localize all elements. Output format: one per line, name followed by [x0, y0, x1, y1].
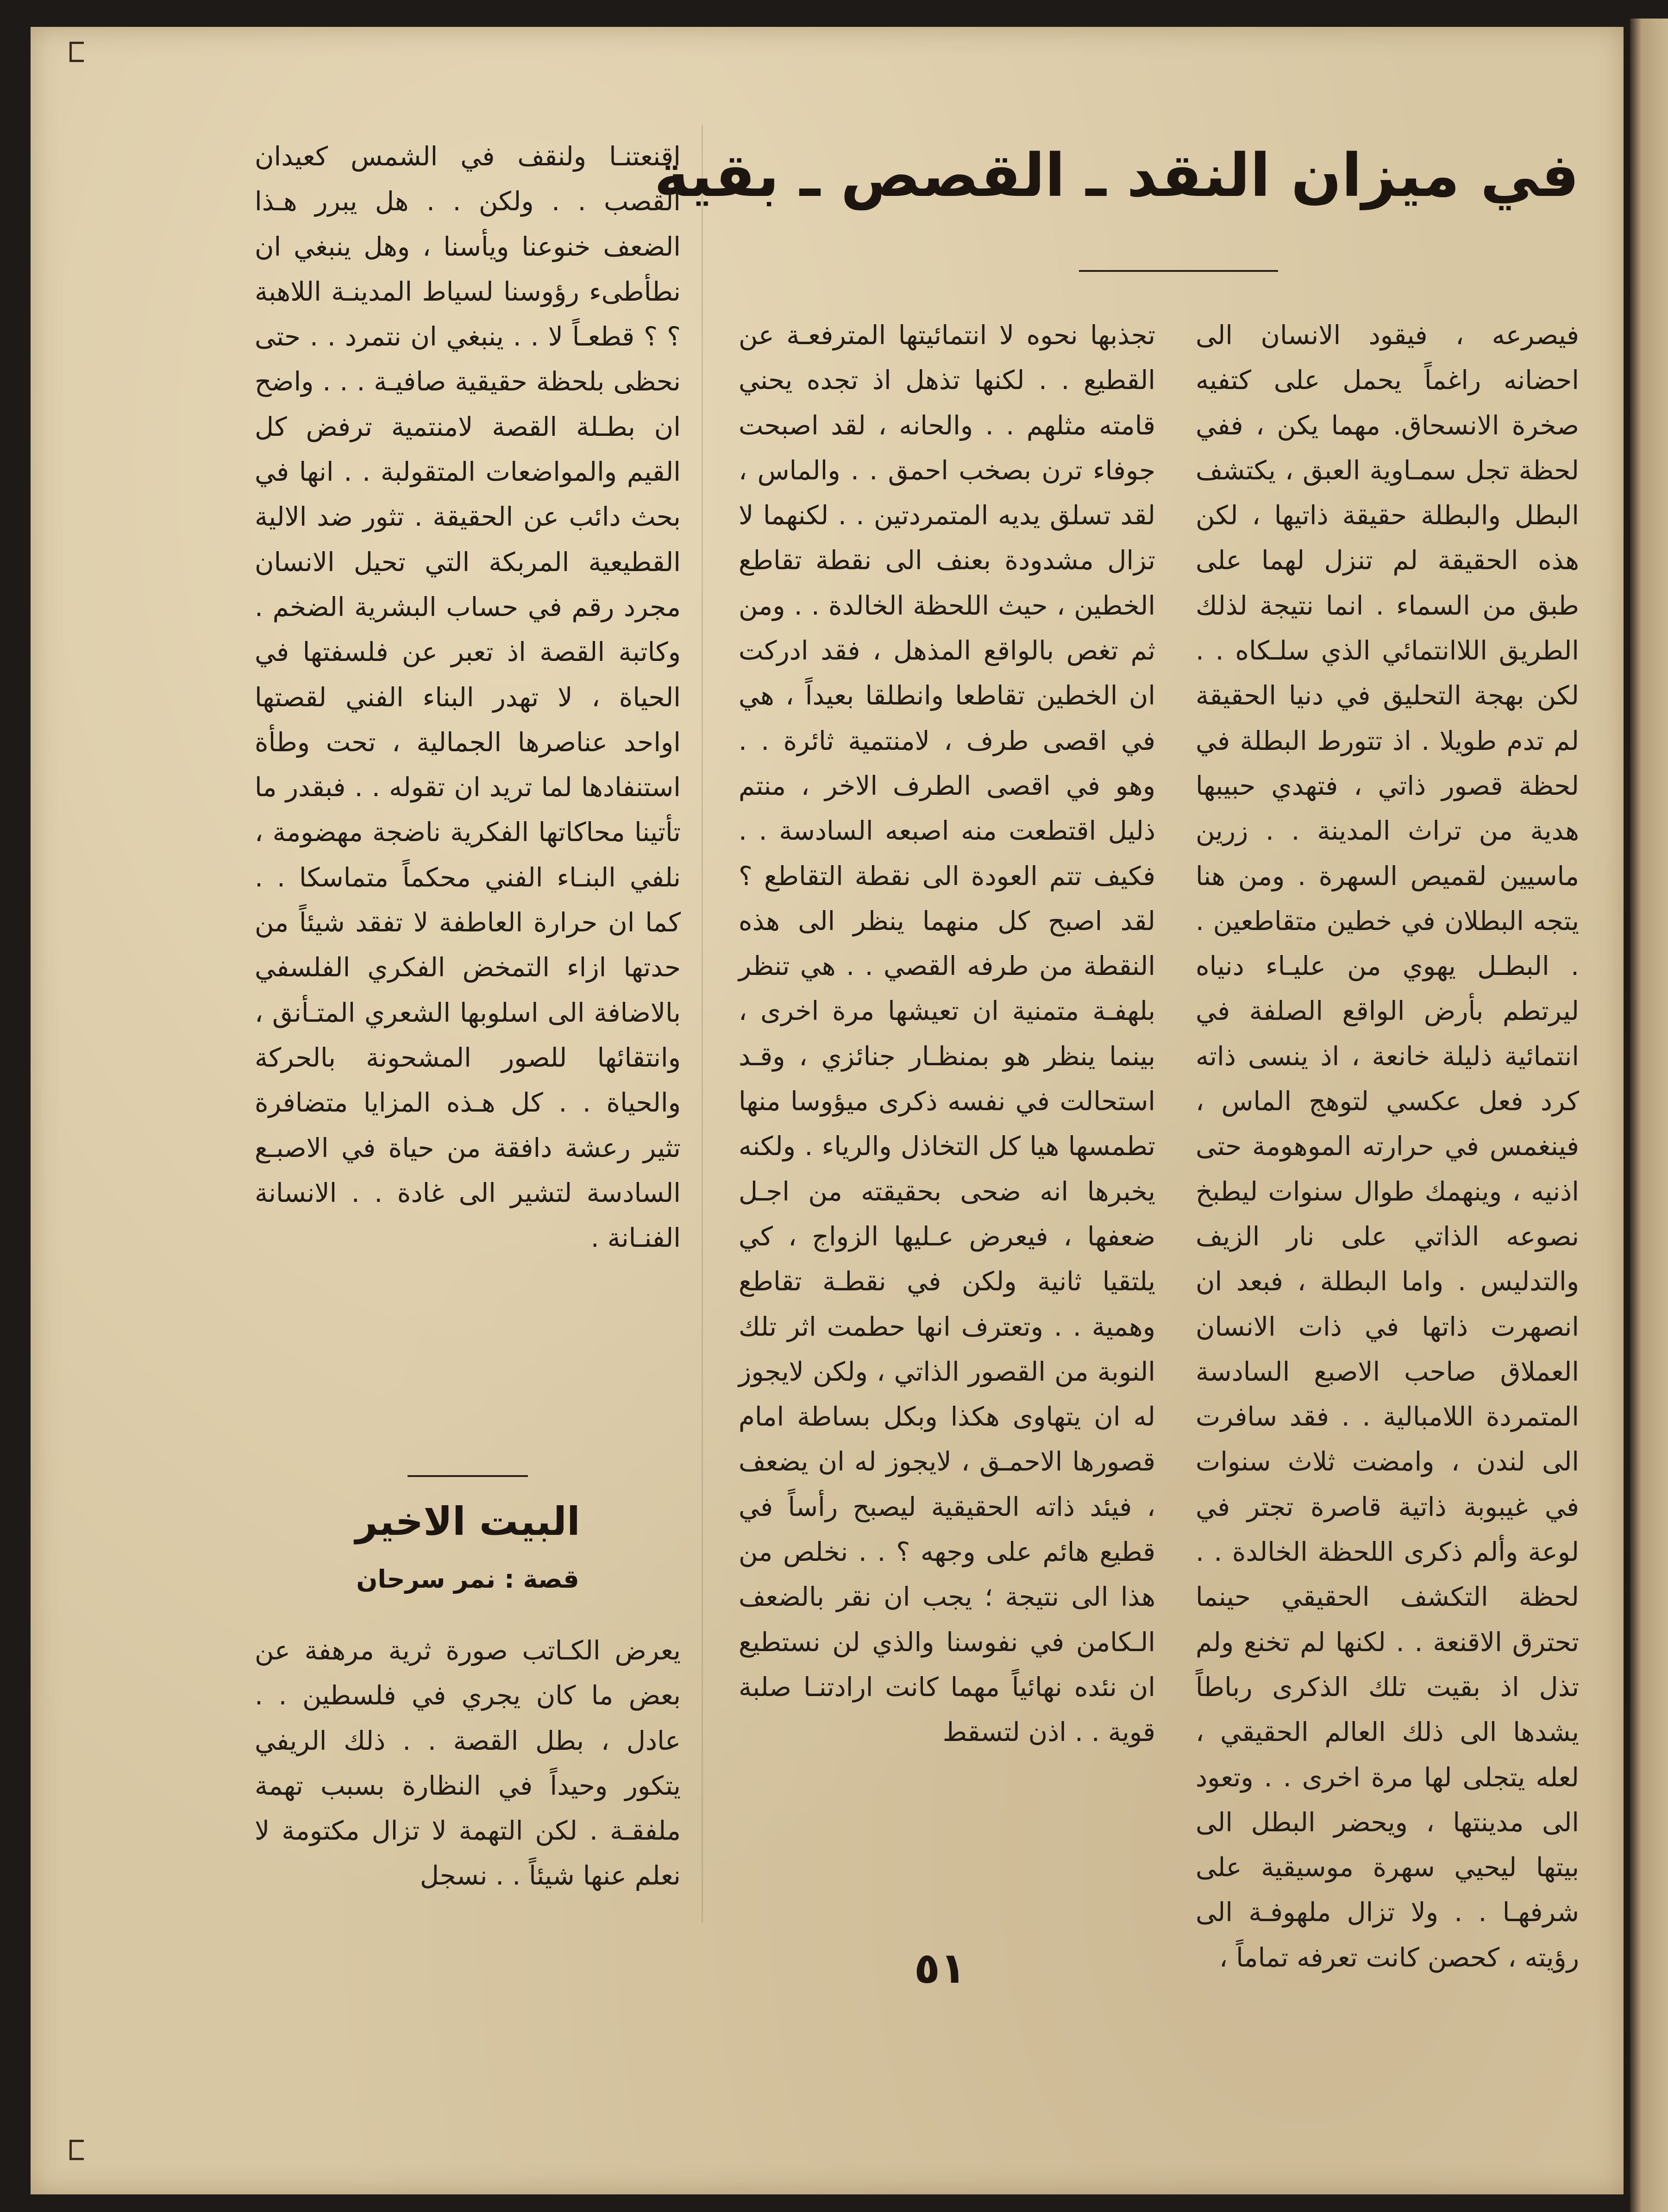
adjacent-page-edge	[1630, 19, 1668, 2212]
article-column-left: اقنعتنـا ولنقف في الشمس كعيدان القصب . . ولكن . . هل يبرر هـذا الضعف خنوعنا ويأسنا ، وهل ينبغي ان نطأطىء رؤوسنا لسياط المدينـة اللاهبة ؟ ؟ قطعـاً لا . . ينبغي ان نتمرد . . حتى نحظى بلحظة حقيقية صافيـة . . . واضح ان بطـلة القصة لامنتمية ترفض كل القيم والمواضعات المتقولبة . . انها في بحث دائب عن الحقيقة . تثور ضد الالية القطيعية المربكة التي تحيل الانسان مجرد رقم في حساب البشرية الضخم . وكاتبة القصة اذ تعبر عن فلسفتها في الحياة ، لا تهدر البناء الفني لقصتها اواحد عناصرها الجمالية ، تحت وطأة استنفادها لما تريد ان تقوله . . فبقدر ما تأتينا محاكاتها الفكرية ناضجة مهضومة ، نلفي البنـاء الفني محكماً متماسكا . . كما ان حرارة العاطفة لا تفقد شيئاً من حدتها ازاء التمخض الفكري الفلسفي بالاضافة الى اسلوبها الشعري المتـأنق ، وانتقائها للصور المشحونة بالحركة والحياة . . كل هـذه المزايا متضافرة تثير رعشة دافقة من حياة في الاصبـع السادسة لتشير الى غادة . . الانسانة الفنـانة .	[255, 142, 681, 1254]
binding-mark	[69, 2140, 84, 2160]
story-title: البيت الاخير	[355, 1499, 580, 1544]
column-divider	[702, 125, 703, 1922]
story-text: يعرض الكـاتب صورة ثرية مرهفة عن بعض ما كان يجري في فلسطين . . عادل ، بطل القصة . . ذلك الريفي يتكور وحيداً في النظارة بسبب تهمة ملفقـة . لكن التهمة لا تزال مكتومة لا نعلم عنها شيئاً . . نسجل	[255, 1636, 681, 1892]
article-headline: في ميزان النقد ـ القصص ـ بقية	[654, 141, 1579, 210]
article-column-right: فيصرعه ، فيقود الانسان الى احضانه راغماً يحمل على كتفيه صخرة الانسحاق. مهما يكن ، ففي لحظة تجل سمـاوية العبق ، يكتشف البطل والبطلة حقيقة ذاتيها ، لكن هذه الحقيقة لم تنزل لهما على طبق من السماء . انما نتيجة لذلك الطريق اللاانتمائي الذي سلـكاه . . لكن بهجة التحليق في دنيا الحقيقة لم تدم طويلا . اذ تتورط البطلة في لحظة قصور ذاتي ، فتهدي حبيبها هدية من تراث المدينة . . زرين ماسيين لقميص السهرة . ومن هنا يتجه البطلان في خطين متقاطعين . . البطـل يهوي من عليـاء دنياه ليرتطم بأرض الواقع الصلفة في انتمائية ذليلة خانعة ، اذ ينسى ذاته كرد فعل عكسي لتوهج الماس ، فينغمس في حرارته الموهومة حتى اذنيه ، وينهمك طوال سنوات ليطبخ نصوعه الذاتي على نار الزيف والتدليس . واما البطلة ، فبعد ان انصهرت ذاتها في ذات الانسان العملاق صاحب الاصبع السادسة المتمردة اللامبالية . . فقد سافرت الى لندن ، وامضت ثلاث سنوات في غيبوبة ذاتية قاصرة تجتر في لوعة وألم ذكرى اللحظة الخالدة . . لحظة التكشف الحقيقي حينما تحترق الاقنعة . . لكنها لم تخنع ولم تذل اذ بقيت تلك الذكرى رباطاً يشدها الى ذلك العالم الحقيقي ، لعله يتجلى لها مرة اخرى . . وتعود الى مدينتها ، ويحضر البطل الى بيتها ليحيي سهرة موسيقية على شرفهـا . . ولا تزال ملهوفـة الى رؤيته ، كحصن كانت تعرفه تماماً ،	[1196, 320, 1579, 1973]
page-number: ٥١	[914, 1943, 966, 1993]
binding-mark	[69, 42, 84, 62]
section-rule	[408, 1475, 528, 1477]
article-column-middle: تجذبها نحوه لا انتمائيتها المترفعـة عن القطيع . . لكنها تذهل اذ تجده يحني قامته مثلهم . . والحانه ، لقد اصبحت جوفاء ترن بصخب احمق . . والماس ، لقد تسلق يديه المتمردتين . . لكنهما لا تزال مشدودة بعنف الى نقطة تقاطع الخطين ، حيث اللحظة الخالدة . . ومن ثم تغص بالواقع المذهل ، فقد ادركت ان الخطين تقاطعا وانطلقا بعيداً ، هي في اقصى طرف ، لامنتمية ثائرة . . وهو في اقصى الطرف الاخر ، منتم ذليل اقتطعت منه اصبعه السادسة . . فكيف تتم العودة الى نقطة التقاطع ؟ لقد اصبح كل منهما ينظر الى هذه النقطة من طرفه القصي . . هي تنظر بلهفـة متمنية ان تعيشها مرة اخرى ، بينما ينظر هو بمنظـار جنائزي ، وقـد استحالت في نفسه ذكرى ميؤوسا منها تطمسها هيا كل التخاذل والرياء . ولكنه يخبرها انه ضحى بحقيقته من اجـل ضعفها ، فيعرض عـليها الزواج ، كي يلتقيا ثانية ولكن في نقطـة تقاطع وهمية . . وتعترف انها حطمت اثر تلك النوبة من القصور الذاتي ، ولكن لايجوز له ان يتهاوى هكذا وبكل بساطة امام قصورها الاحمـق ، لايجوز له ان يضعف ، فيئد ذاته الحقيقية ليصبح رأساً في قطيع هائم على وجهه ؟ . . نخلص من هذا الى نتيجة ؛ يجب ان نقر بالضعف الـكامن في نفوسنا والذي لن نستطيع ان نئده نهائياً مهما كانت ارادتنـا صلبة قوية . . اذن لتسقط	[739, 320, 1155, 1748]
story-byline: قصة : نمر سرحان	[356, 1565, 579, 1594]
headline-rule	[1079, 270, 1278, 272]
